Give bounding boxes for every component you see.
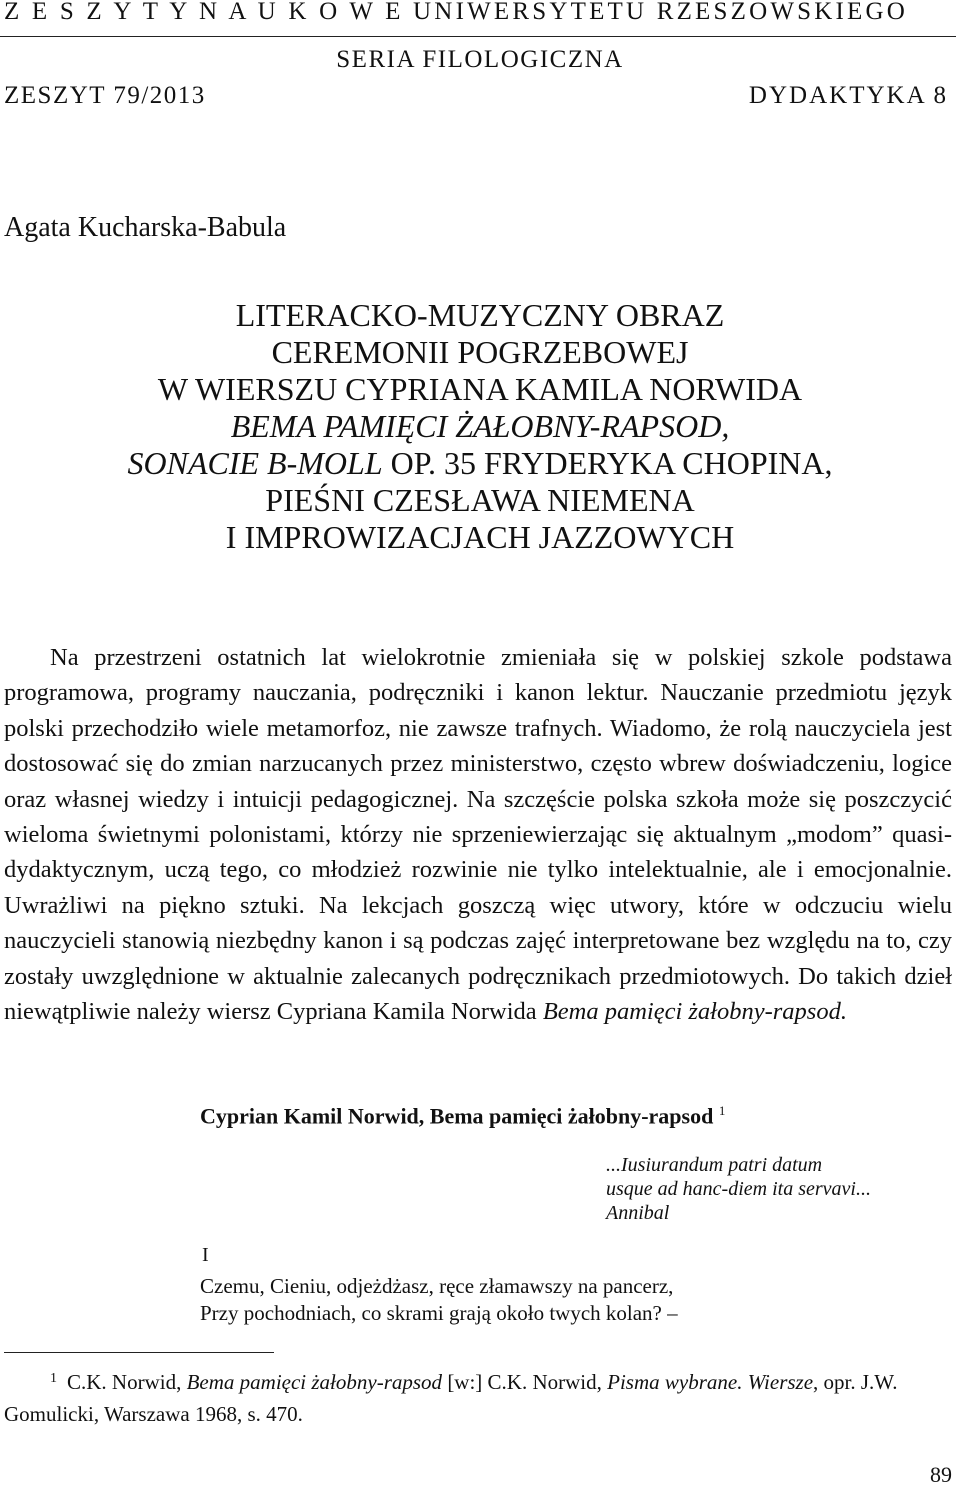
footnote-italic-2: Pisma wybrane. Wiersze xyxy=(607,1370,814,1394)
title-line-2: CEREMONII POGRZEBOWEJ xyxy=(271,334,689,370)
header-divider xyxy=(0,36,956,37)
title-line-6: PIEŚNI CZESŁAWA NIEMENA xyxy=(265,482,695,518)
footnote-number: 1 xyxy=(50,1371,57,1386)
body-paragraph-text: Na przestrzeni ostatnich lat wielokrotnie zmieniała się w polskiej szkole podstawa programowa, programy nauczania, podręczniki i kanon lektur. Nauczanie przedmiotu język polski przechodziło wiele metamorfoz, nie zawsze trafnych. Wiadomo, że rolą nauczyciela jest dostosować się do zmian narzucanych przez ministerstwo, często wbrew doświadczeniu, logice oraz własnej wiedzy i intuicji pedagogicznej. Na szczęście polska szkoła może się poszczycić wieloma świetnymi polonistami, którzy nie sprzeniewierzając się aktualnym „modom” quasi-dydaktycznym, uczą tego, co młodzież rozwinie nie tylko intelektualnie, ale i emocjonalnie. Uwrażliwi na piękno sztuki. Na lekcjach goszczą więc utwory, które w odczuciu wielu nauczycieli stanowią niezbędny kanon i są podczas zajęć interpretowane bez względu na to, czy zostały uwzględnione w aktualnie zalecanych podręcznikach przedmiotowych. Do takich dzieł niewątpliwie należy wiersz Cypriana Kamila Norwida xyxy=(4,644,952,1026)
poem-title xyxy=(200,1103,725,1129)
stanza-number: I xyxy=(202,1244,209,1266)
journal-header: Z E S Z Y T Y N A U K O W E UNIWERSYTETU RZESZOWSKIEGO xyxy=(4,0,909,25)
section-label: DYDAKTYKA 8 xyxy=(748,82,948,109)
series-title: SERIA FILOLOGICZNA xyxy=(336,46,624,73)
footnote-divider xyxy=(4,1352,274,1353)
poem-motto xyxy=(606,1153,871,1225)
footnote-italic-1: Bema pamięci żałobny-rapsod xyxy=(186,1370,443,1394)
verse-line-1: Czemu, Cieniu, odjeżdżasz, ręce złamawszy na pancerz, xyxy=(200,1274,674,1298)
poem-verses xyxy=(200,1273,678,1327)
title-line-7: I IMPROWIZACJACH JAZZOWYCH xyxy=(225,519,735,555)
motto-line-1: ...Iusiurandum patri datum xyxy=(606,1154,823,1176)
footnote-part-3: , opr. J.W. Gomulicki, Warszawa 1968, s. 470. xyxy=(4,1370,898,1426)
page-number: 89 xyxy=(930,1462,952,1487)
footnote-part-2: [w:] C.K. Norwid, xyxy=(442,1370,608,1394)
footnote-part-1: C.K. Norwid, xyxy=(67,1370,187,1394)
footnote xyxy=(4,1368,952,1428)
body-paragraph-italic: Bema pamięci żałobny-rapsod. xyxy=(542,998,847,1026)
title-line-5-rest: OP. 35 FRYDERYKA CHOPINA, xyxy=(382,445,833,481)
title-line-3: W WIERSZU CYPRIANA KAMILA NORWIDA xyxy=(157,371,803,407)
author-name: Agata Kucharska-Babula xyxy=(4,212,287,243)
footnote-reference[interactable]: 1 xyxy=(718,1103,726,1118)
title-italic-sonata: SONACIE B-MOLL xyxy=(127,445,383,481)
article-title xyxy=(0,297,960,556)
body-paragraph xyxy=(4,640,952,1029)
issue-number: ZESZYT 79/2013 xyxy=(4,82,206,109)
poem-title-text: Cyprian Kamil Norwid, Bema pamięci żałobny-rapsod xyxy=(200,1103,714,1129)
motto-line-2: usque ad hanc-diem ita servavi... xyxy=(606,1178,871,1200)
title-line-5 xyxy=(0,445,960,482)
title-line-1: LITERACKO-MUZYCZNY OBRAZ xyxy=(235,297,725,333)
motto-line-3: Annibal xyxy=(606,1202,670,1224)
verse-line-2: Przy pochodniach, co skrami grają około twych kolan? – xyxy=(200,1301,678,1325)
title-line-4: BEMA PAMIĘCI ŻAŁOBNY-RAPSOD, xyxy=(230,408,730,444)
